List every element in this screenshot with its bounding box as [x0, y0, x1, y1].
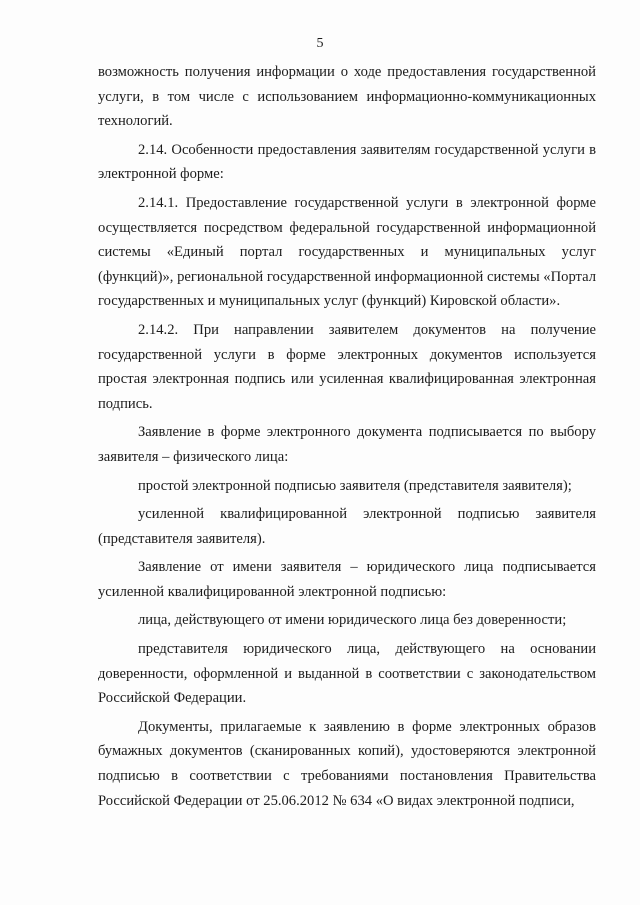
page-number: 5	[316, 36, 324, 51]
paragraph-7: усиленной квалифицированной электронной подписью заявителя (представителя заявителя).	[98, 506, 596, 547]
paragraph-4: 2.14.2. При направлении заявителем документов на получение государственной услуги в форме электронных документов используется простая электронная подпись или усиленная квалифицированная электронная подпись.	[98, 321, 596, 412]
paragraph-6: простой электронной подписью заявителя (представителя заявителя);	[138, 477, 572, 494]
paragraph-3: 2.14.1. Предоставление государственной услуги в электронной форме осуществляется посредством федеральной государственной информационной системы «Единый портал государственных и муниципальных услуг (функций)», региональной государственной информационной системы «Портал государственных и муниципальных услуг (функций) Кировской области».	[98, 194, 596, 310]
paragraph-8: Заявление от имени заявителя – юридического лица подписывается усиленной квалифицированной электронной подписью:	[98, 559, 596, 600]
paragraph-1: возможность получения информации о ходе предоставления государственной услуги, в том числе с использованием информационно-коммуникационных технологий.	[98, 64, 596, 130]
paragraph-10: представителя юридического лица, действующего на основании доверенности, оформленной и выданной в соответствии с законодательством Российской Федерации.	[98, 641, 596, 707]
paragraph-2: 2.14. Особенности предоставления заявителям государственной услуги в электронной форме:	[98, 141, 596, 183]
document-body	[98, 60, 596, 817]
paragraph-5: Заявление в форме электронного документа подписывается по выбору заявителя – физического лица:	[98, 424, 596, 465]
paragraph-9: лица, действующего от имени юридического лица без доверенности;	[138, 612, 567, 629]
paragraph-11: Документы, прилагаемые к заявлению в форме электронных образов бумажных документов (сканированных копий), удостоверяются электронной подписью в соответствии с требованиями постановления Правительства Российской Федерации от 25.06.2012 № 634 «О видах электронной подписи,	[98, 718, 596, 809]
